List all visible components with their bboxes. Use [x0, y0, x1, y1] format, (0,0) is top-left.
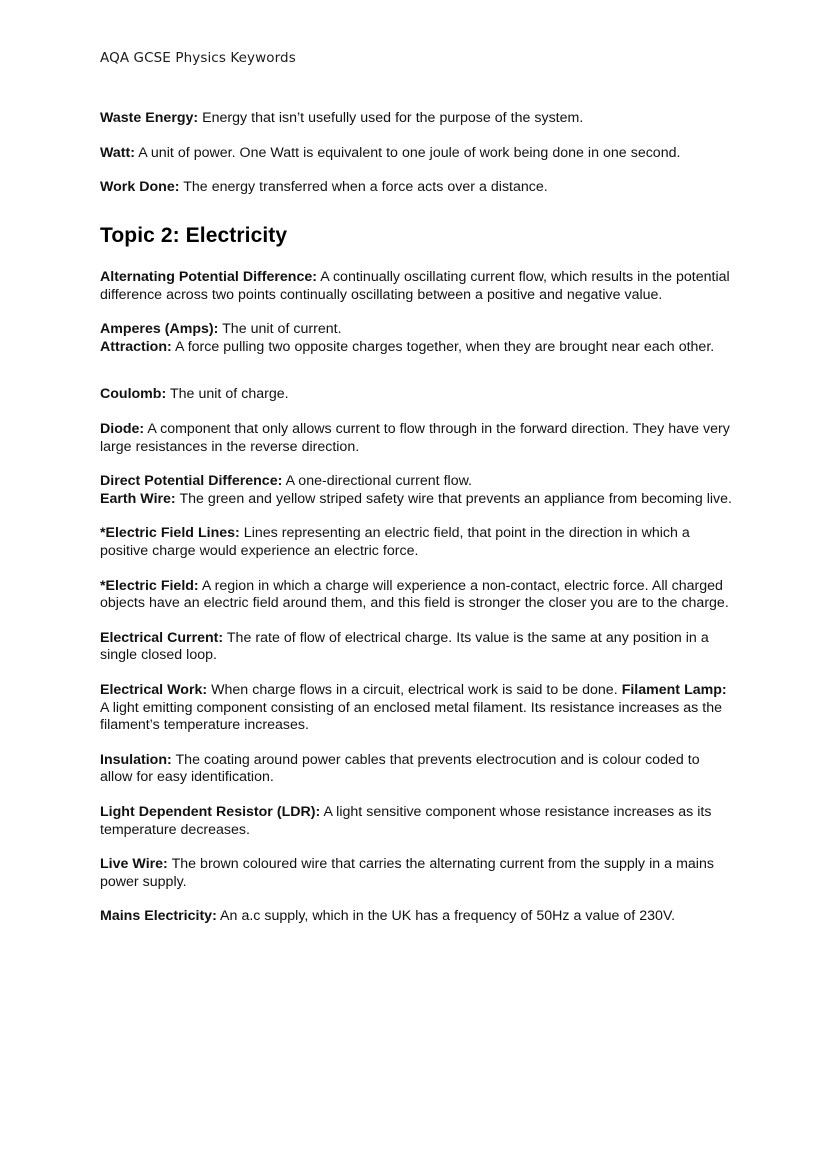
glossary-term: Direct Potential Difference: — [100, 473, 283, 490]
glossary-term: Mains Electricity: — [100, 908, 217, 925]
running-header: AQA GCSE Physics Keywords — [100, 50, 296, 66]
glossary-term: Electrical Work: — [100, 681, 208, 698]
glossary-term: Watt: — [100, 144, 135, 161]
glossary-term: *Electric Field: — [100, 577, 199, 594]
document-body — [100, 110, 732, 926]
glossary-definition: A continually oscillating current flow, which results in the potential difference across two points continually oscillating between a positive and negative value. — [100, 269, 730, 303]
glossary-term: Insulation: — [100, 751, 172, 768]
glossary-term-inline: Filament Lamp: — [621, 681, 727, 698]
glossary-definition: The green and yellow striped safety wire that prevents an appliance from becoming live. — [175, 490, 732, 507]
glossary-entry — [100, 630, 732, 665]
glossary-definition: The rate of flow of electrical charge. Its value is the same at any position in a single closed loop. — [100, 629, 709, 664]
glossary-term: Diode: — [100, 421, 145, 437]
glossary-definition: The coating around power cables that prevents electrocution and is colour coded to allow for easy identification. — [100, 751, 700, 786]
glossary-term: Live Wire: — [100, 856, 168, 873]
glossary-definition: The energy transferred when a force acts over a distance. — [179, 179, 548, 196]
glossary-term: Alternating Potential Difference: — [100, 269, 317, 286]
glossary-entry — [100, 269, 732, 304]
glossary-term: Electrical Current: — [100, 629, 224, 646]
glossary-term: Earth Wire: — [100, 490, 176, 507]
glossary-term: Amperes (Amps): — [100, 321, 219, 338]
glossary-term: Work Done: — [100, 179, 180, 196]
glossary-entry — [100, 179, 732, 197]
glossary-term: Attraction: — [100, 338, 172, 355]
glossary-term: Light Dependent Resistor (LDR): — [100, 803, 321, 820]
glossary-definition: A light sensitive component whose resistance increases as its temperature decreases. — [100, 803, 712, 838]
glossary-entry — [100, 110, 732, 128]
glossary-definition: An a.c supply, which in the UK has a frequency of 50Hz a value of 230V. — [216, 908, 676, 925]
glossary-entry — [100, 752, 732, 787]
section-heading: Topic 2: Electricity — [100, 223, 288, 247]
glossary-definition: A component that only allows current to flow through in the forward direction. They have very large resistances in the reverse direction. — [100, 421, 730, 455]
glossary-entry — [100, 856, 732, 891]
glossary-definition-inline: A light emitting component consisting of an enclosed metal filament. Its resistance increases as the filament’s temperature increases. — [100, 699, 723, 734]
glossary-entry — [100, 421, 732, 456]
glossary-definition: The brown coloured wire that carries the alternating current from the supply in a mains power supply. — [100, 856, 714, 890]
glossary-entry — [100, 321, 732, 356]
glossary-definition: A force pulling two opposite charges together, when they are brought near each other. — [171, 338, 715, 355]
glossary-definition: When charge flows in a circuit, electrical work is said to be done. — [207, 681, 622, 698]
glossary-entry — [100, 145, 732, 163]
glossary-definition: A unit of power. One Watt is equivalent to one joule of work being done in one second. — [134, 144, 681, 161]
glossary-entry — [100, 908, 732, 926]
glossary-entry — [100, 682, 732, 735]
glossary-definition: The unit of charge. — [166, 386, 289, 403]
glossary-entry — [100, 386, 732, 404]
glossary-entry — [100, 473, 732, 508]
glossary-term: Coulomb: — [100, 386, 167, 403]
glossary-definition: A one-directional current flow. — [282, 473, 472, 490]
glossary-entry — [100, 578, 732, 613]
glossary-entry — [100, 804, 732, 839]
glossary-term: *Electric Field Lines: — [100, 525, 240, 542]
glossary-definition: Energy that isn’t usefully used for the purpose of the system. — [198, 110, 584, 126]
glossary-entry — [100, 525, 732, 560]
glossary-term: Waste Energy: — [100, 110, 199, 126]
glossary-definition: The unit of current. — [218, 321, 342, 338]
glossary-definition: A region in which a charge will experience a non-contact, electric force. All charged objects have an electric field around them, and this field is stronger the closer you are to the charge. — [100, 577, 729, 612]
glossary-definition: Lines representing an electric field, that point in the direction in which a positive charge would experience an electric force. — [100, 525, 690, 559]
